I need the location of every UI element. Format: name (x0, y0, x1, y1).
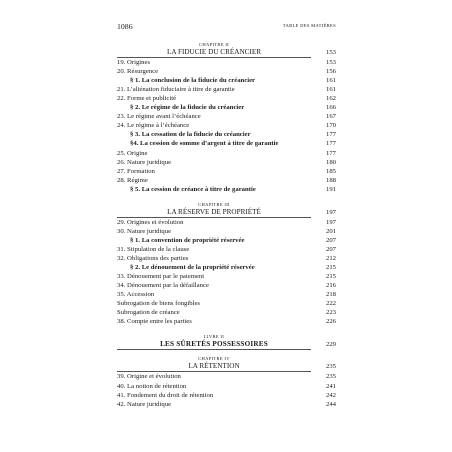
chapter-label (117, 201, 336, 208)
entry-title: 42. Nature juridique (117, 400, 172, 408)
page-ref: 235 (325, 373, 336, 381)
entry-title: 40. La notion de rétention (117, 382, 187, 390)
page-ref: 166 (325, 104, 336, 112)
page-ref: 185 (325, 167, 336, 175)
entry-title: § 2. Le dénouement de la propriété réservée (130, 264, 255, 272)
spacer (117, 194, 336, 201)
entry-title: §4. La cession de somme d’argent à titre de garantie (130, 140, 279, 148)
page-ref: 197 (325, 218, 336, 226)
table-of-contents (117, 41, 336, 409)
section-heading[interactable] (117, 263, 336, 272)
entry-title: 20. Résurgence (117, 68, 159, 76)
toc-entry[interactable] (117, 158, 336, 167)
entry-title: 25. Origine (117, 149, 148, 157)
toc-entry[interactable] (117, 176, 336, 185)
page-ref: 201 (325, 227, 336, 235)
page-ref: 188 (325, 176, 336, 184)
toc-entry[interactable] (117, 245, 336, 254)
entry-title: 31. Stipulation de la clause (117, 245, 190, 253)
page-ref: 207 (325, 245, 336, 253)
toc-entry[interactable] (117, 317, 336, 326)
chapter-title[interactable] (117, 208, 336, 217)
book-title[interactable] (117, 340, 336, 349)
toc-entry[interactable] (117, 281, 336, 290)
toc-entry[interactable] (117, 167, 336, 176)
entry-title: § 5. La cession de créance à titre de garantie (130, 185, 256, 193)
entry-title: § 3. La cessation de la fiducie du créancier (130, 131, 251, 139)
entry-title: LA FIDUCIE DU CRÉANCIER (166, 48, 262, 56)
entry-title: § 2. Le régime de la fiducie du créancier (130, 104, 245, 112)
toc-entry[interactable] (117, 372, 336, 381)
toc-entry[interactable] (117, 218, 336, 227)
toc-entry[interactable] (117, 227, 336, 236)
entry-title: 23. Le régime avant l’échéance (117, 113, 201, 121)
entry-title: CHAPITRE II (199, 42, 229, 47)
page-ref: 229 (325, 341, 336, 349)
entry-title: § 1. La convention de propriété réservée (130, 236, 245, 244)
toc-entry[interactable] (117, 121, 336, 130)
entry-title: 34. Dénouement par la défaillance (117, 282, 209, 290)
chapter-label (117, 41, 336, 48)
toc-entry[interactable] (117, 85, 336, 94)
page-ref: 177 (325, 131, 336, 139)
toc-entry[interactable] (117, 254, 336, 263)
page-ref: 177 (325, 140, 336, 148)
toc-entry[interactable] (117, 58, 336, 67)
entry-title: 28. Régime (117, 176, 148, 184)
entry-title: 33. Dénouement par le paiement (117, 273, 205, 281)
page-ref: 215 (325, 264, 336, 272)
page-ref: 156 (325, 68, 336, 76)
entry-title: 39. Origine et évolution (117, 373, 181, 381)
entry-title: CHAPITRE IV (198, 356, 230, 362)
entry-title: LIVRE II (203, 334, 225, 340)
toc-entry[interactable] (117, 112, 336, 121)
page-ref: 242 (325, 391, 336, 399)
page-ref: 197 (325, 208, 336, 216)
toc-entry[interactable] (117, 290, 336, 299)
page-ref: 226 (325, 318, 336, 326)
entry-title: 32. Obligations des parties (117, 254, 189, 262)
page-ref: 216 (325, 282, 336, 290)
page-ref: 153 (325, 49, 336, 56)
page-ref: 153 (325, 59, 336, 67)
page-ref: 191 (325, 185, 336, 193)
page-ref: 161 (325, 77, 336, 85)
section-heading[interactable] (117, 76, 336, 85)
toc-entry[interactable] (117, 400, 336, 409)
entry-title: 30. Nature juridique (117, 227, 172, 235)
chapter-title[interactable] (117, 362, 336, 371)
entry-title: 38. Compte entre les parties (117, 318, 192, 326)
spacer (117, 326, 336, 333)
entry-title: 35. Accession (117, 291, 155, 299)
entry-title: 22. Forme et publicité (117, 95, 177, 103)
toc-entry[interactable] (117, 272, 336, 281)
entry-title: LA RÉSERVE DE PROPRIÉTÉ (167, 207, 261, 216)
entry-title: 41. Fondement du droit de rétention (117, 391, 214, 399)
page-ref: 177 (325, 149, 336, 157)
entry-title: 24. Le régime à l’échéance (117, 122, 190, 130)
page-ref: 235 (325, 363, 336, 371)
page-number: 1086 (117, 22, 133, 31)
toc-entry[interactable] (117, 308, 336, 317)
page-header (117, 22, 336, 32)
running-title: TABLE DES MATIÈRES (282, 23, 336, 28)
toc-entry[interactable] (117, 299, 336, 308)
entry-title: 27. Formation (117, 167, 155, 175)
page-ref: 218 (325, 291, 336, 299)
entry-title: § 1. La conclusion de la fiducie du créancier (130, 77, 256, 85)
page-ref: 222 (325, 300, 336, 308)
toc-entry[interactable] (117, 382, 336, 391)
page-ref: 244 (325, 400, 336, 408)
entry-title: 21. L’aliénation fiduciaire à titre de garantie (117, 86, 235, 94)
page-ref: 162 (325, 95, 336, 103)
entry-title: 19. Origines (117, 59, 151, 67)
section-heading[interactable] (117, 103, 336, 112)
entry-title: Subrogation de créance (117, 309, 180, 317)
entry-title: 29. Origines et évolution (117, 218, 184, 226)
page-ref: 207 (325, 236, 336, 244)
entry-title: Subrogation de biens fongibles (117, 300, 201, 308)
section-heading[interactable] (117, 185, 336, 194)
page-ref: 223 (325, 309, 336, 317)
toc-entry[interactable] (117, 94, 336, 103)
entry-title: CHAPITRE III (198, 201, 230, 207)
entry-title: LES SÛRETÉS POSSESSOIRES (160, 340, 268, 349)
page-ref: 161 (325, 86, 336, 94)
entry-title: LA RÉTENTION (188, 362, 240, 371)
page-ref: 170 (325, 122, 336, 130)
section-heading[interactable] (117, 236, 336, 245)
toc-entry[interactable] (117, 391, 336, 400)
chapter-title[interactable] (117, 48, 336, 57)
page-ref: 167 (325, 113, 336, 121)
page-ref: 215 (325, 273, 336, 281)
section-heading[interactable] (117, 130, 336, 139)
toc-entry[interactable] (117, 67, 336, 76)
section-heading[interactable] (117, 139, 336, 148)
toc-entry[interactable] (117, 149, 336, 158)
page-ref: 180 (325, 158, 336, 166)
page-ref: 241 (325, 382, 336, 390)
entry-title: 26. Nature juridique (117, 158, 172, 166)
page-ref: 212 (325, 254, 336, 262)
